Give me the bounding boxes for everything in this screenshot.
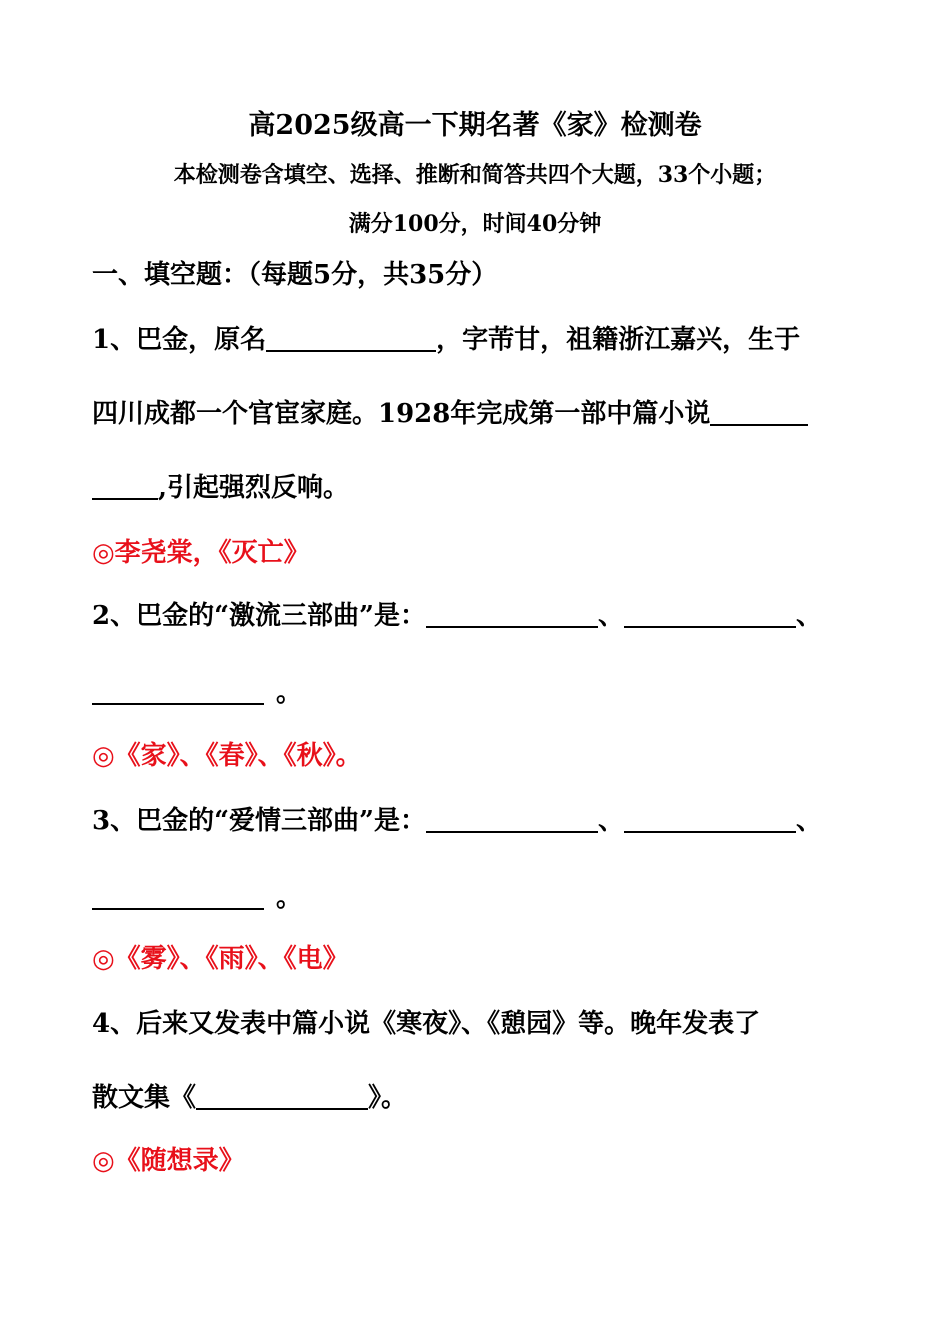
exam-description: 本检测卷含填空、选择、推断和简答共四个大题，33个小题； [173,162,777,188]
question-2-blank-1[interactable] [426,600,598,628]
question-3-blank-3[interactable] [92,882,264,910]
question-1-blank-2b[interactable] [92,472,158,500]
question-1-blank-2a[interactable] [710,398,808,426]
page-title: 高2025级高一下期名著《家》检测卷 [248,110,702,141]
question-2-blank-2[interactable] [624,600,796,628]
question-2-end: 。 [276,678,303,708]
question-1-text-a: 1、巴金，原名 [92,325,267,355]
question-2-line-1 [92,599,822,633]
question-2-blank-3[interactable] [92,677,264,705]
question-2-answer: ◎《家》、《春》、《秋》。 [92,741,362,771]
question-2-text: 2、巴金的“激流三部曲”是： [92,601,427,631]
question-3-line-1 [92,804,822,838]
question-1-blank-1[interactable] [266,324,436,352]
question-2-line-2 [92,676,302,710]
question-2-sep-2: 、 [796,601,823,631]
question-3-sep-2: 、 [796,806,823,836]
question-3-line-2 [92,881,302,915]
question-3-blank-2[interactable] [624,805,796,833]
question-4-line-1: 4、后来又发表中篇小说《寒夜》、《憩园》等。晚年发表了 [92,1009,761,1039]
question-1-line-1 [92,323,800,357]
question-3-text: 3、巴金的“爱情三部曲”是： [92,806,427,836]
question-1-line-3 [92,471,349,505]
question-4-text-b: 》。 [368,1083,408,1113]
question-4-text-a: 散文集《 [92,1083,197,1113]
question-1-line-2 [92,397,808,431]
question-4-blank-1[interactable] [196,1082,368,1110]
section-heading-fill-in: 一、填空题：（每题5分，共35分） [92,260,498,290]
question-1-text-c: 四川成都一个官宦家庭。1928年完成第一部中篇小说 [92,399,711,429]
question-3-end: 。 [276,883,303,913]
question-3-sep-1: 、 [598,806,625,836]
exam-score-time: 满分100分，时间40分钟 [348,211,602,237]
question-3-blank-1[interactable] [426,805,598,833]
question-1-answer: ◎李尧棠，《灭亡》 [92,538,310,568]
question-4-line-2 [92,1081,407,1115]
question-3-answer: ◎《雾》、《雨》、《电》 [92,944,349,974]
question-1-text-d: ,引起强烈反响。 [158,473,350,503]
question-4-answer: ◎《随想录》 [92,1146,245,1176]
question-2-sep-1: 、 [598,601,625,631]
question-1-text-b: ，字芾甘，祖籍浙江嘉兴，生于 [436,325,801,355]
